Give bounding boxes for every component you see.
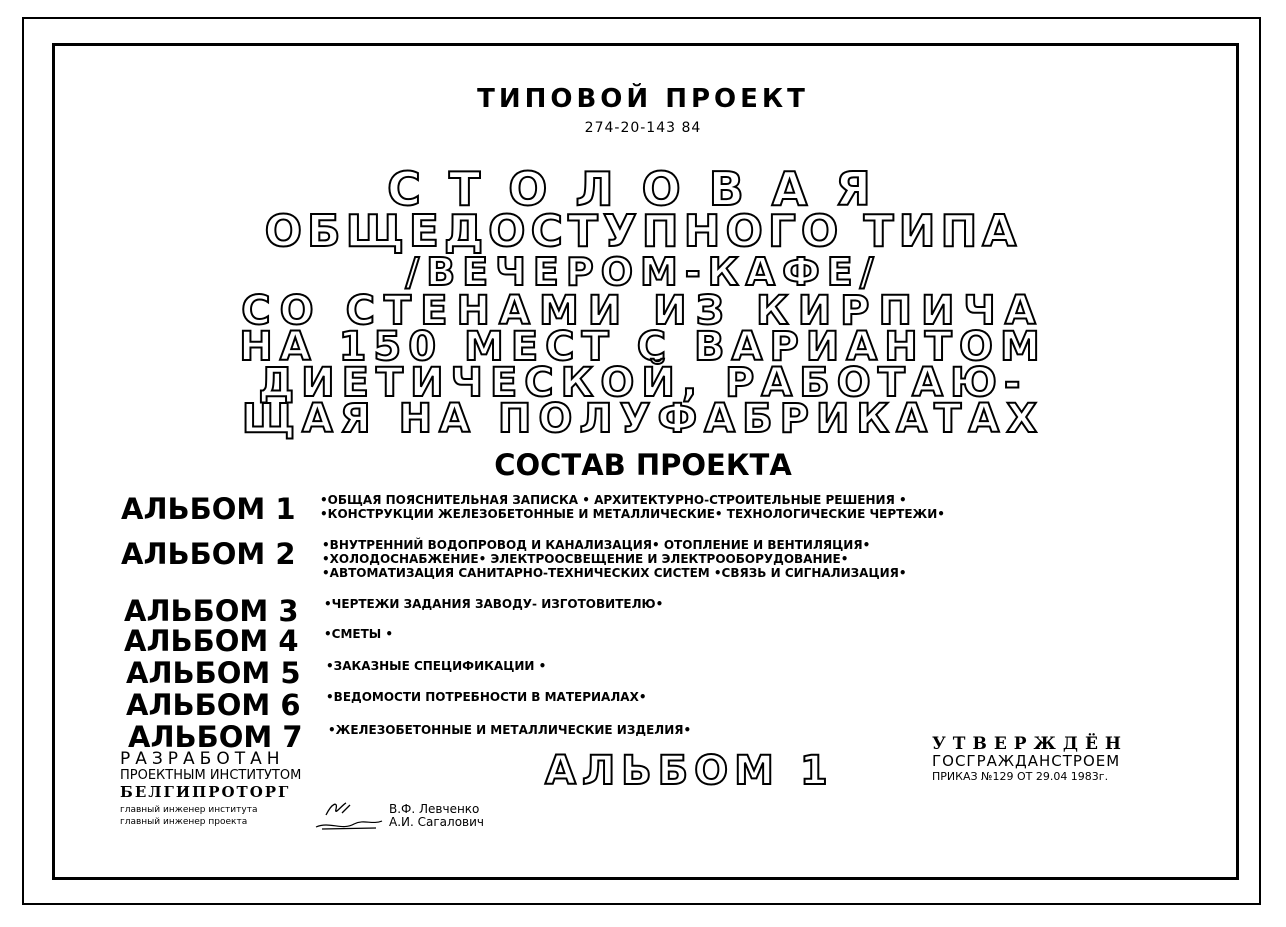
album-1-line-2: •КОНСТРУКЦИИ ЖЕЛЕЗОБЕТОННЫЕ И МЕТАЛЛИЧЕСКИЕ• ТЕХНОЛОГИЧЕСКИЕ ЧЕРТЕЖИ• (320, 507, 945, 521)
title-line-5: НА 150 МЕСТ С ВАРИАНТОМ (239, 324, 1047, 370)
document-type-heading: ТИПОВОЙ ПРОЕКТ (477, 84, 809, 114)
album-3-label: АЛЬБОМ 3 (124, 594, 299, 628)
approval-order: ПРИКАЗ №129 ОТ 29.04 1983г. (932, 770, 1109, 783)
album-7-line-1: •ЖЕЛЕЗОБЕТОННЫЕ И МЕТАЛЛИЧЕСКИЕ ИЗДЕЛИЯ• (328, 723, 692, 737)
role-institute-chief-engineer: главный инженер института (120, 805, 258, 815)
title-line-4: СО СТЕНАМИ ИЗ КИРПИЧА (241, 288, 1045, 334)
project-number: 274-20-143 84 (584, 120, 702, 136)
album-4-label: АЛЬБОМ 4 (124, 624, 299, 658)
person-project-chief-engineer: А.И. Сагалович (389, 815, 484, 829)
signature-icon (312, 799, 384, 833)
approval-authority: ГОСГРАЖДАНСТРОЕМ (932, 752, 1121, 770)
title-line-3: /ВЕЧЕРОМ-КАФЕ/ (405, 250, 881, 294)
album-5-label: АЛЬБОМ 5 (126, 656, 301, 690)
album-2-label: АЛЬБОМ 2 (121, 537, 296, 571)
album-6-label: АЛЬБОМ 6 (126, 688, 301, 722)
developer-line: ПРОЕКТНЫМ ИНСТИТУТОМ (120, 768, 302, 783)
album-1-label: АЛЬБОМ 1 (121, 492, 296, 526)
album-7-label: АЛЬБОМ 7 (128, 720, 303, 754)
album-2-line-1: •ВНУТРЕННИЙ ВОДОПРОВОД И КАНАЛИЗАЦИЯ• ОТОПЛЕНИЕ И ВЕНТИЛЯЦИЯ• (322, 538, 871, 552)
role-project-chief-engineer: главный инженер проекта (120, 817, 248, 827)
album-6-line-1: •ВЕДОМОСТИ ПОТРЕБНОСТИ В МАТЕРИАЛАХ• (326, 690, 647, 704)
developer-organization: БЕЛГИПРОТОРГ (120, 783, 291, 801)
title-line-1: СТОЛОВАЯ (387, 162, 899, 216)
album-2-line-3: •АВТОМАТИЗАЦИЯ САНИТАРНО-ТЕХНИЧЕСКИХ СИСТЕМ •СВЯЗЬ И СИГНАЛИЗАЦИЯ• (322, 566, 907, 580)
title-line-7: ЩАЯ НА ПОЛУФАБРИКАТАХ (241, 396, 1045, 442)
album-1-line-1: •ОБЩАЯ ПОЯСНИТЕЛЬНАЯ ЗАПИСКА • АРХИТЕКТУРНО-СТРОИТЕЛЬНЫЕ РЕШЕНИЯ • (320, 493, 907, 507)
approval-title: УТВЕРЖДЁН (932, 734, 1128, 754)
composition-heading: СОСТАВ ПРОЕКТА (494, 448, 792, 482)
person-institute-chief-engineer: В.Ф. Левченко (389, 802, 480, 816)
title-line-2: ОБЩЕДОСТУПНОГО ТИПА (264, 206, 1022, 257)
album-4-line-1: •СМЕТЫ • (324, 627, 394, 641)
album-2-line-2: •ХОЛОДОСНАБЖЕНИЕ• ЭЛЕКТРООСВЕЩЕНИЕ И ЭЛЕКТРООБОРУДОВАНИЕ• (322, 552, 849, 566)
album-3-line-1: •ЧЕРТЕЖИ ЗАДАНИЯ ЗАВОДУ- ИЗГОТОВИТЕЛЮ• (324, 597, 664, 611)
album-5-line-1: •ЗАКАЗНЫЕ СПЕЦИФИКАЦИИ • (326, 659, 547, 673)
title-line-6: ДИЕТИЧЕСКОЙ, РАБОТАЮ- (258, 360, 1028, 406)
album-title: АЛЬБОМ 1 (545, 748, 834, 794)
developer-title: РАЗРАБОТАН (120, 749, 285, 769)
